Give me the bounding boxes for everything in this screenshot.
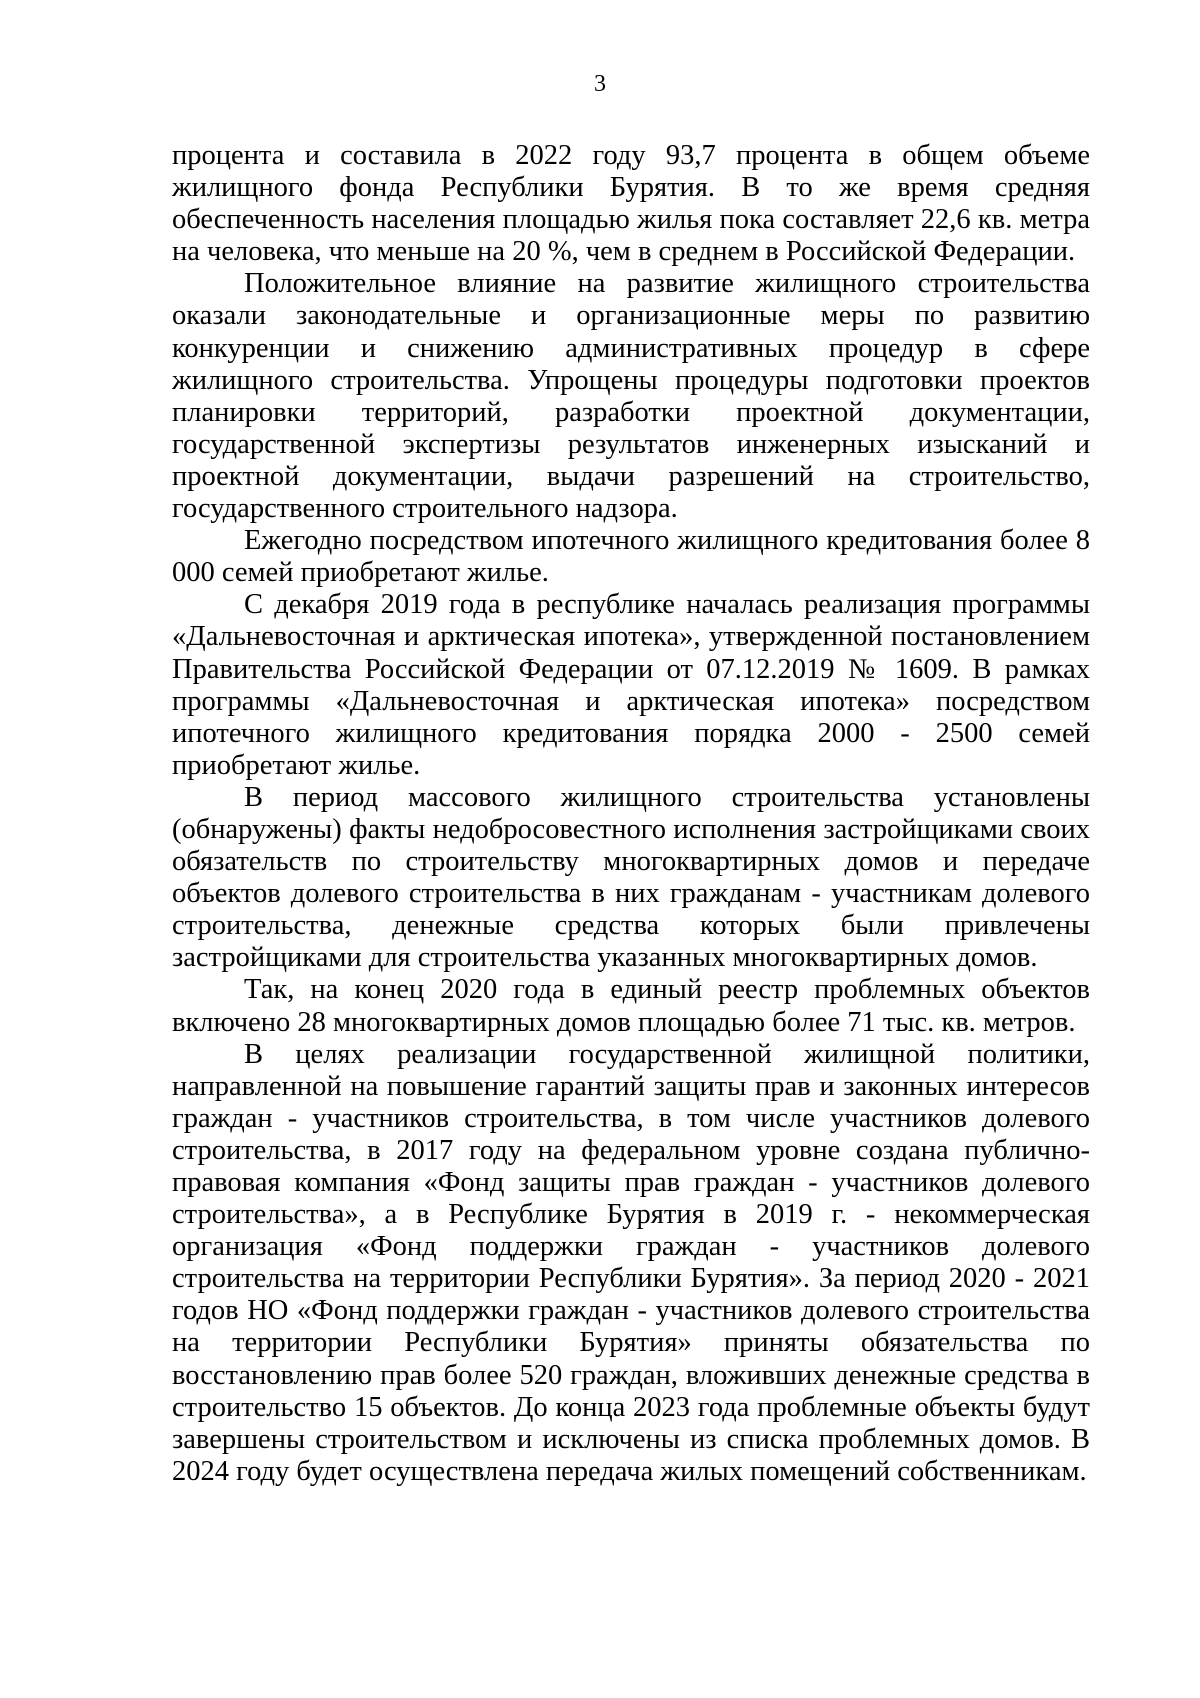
paragraph-support-fund: В целях реализации государственной жилищной политики, направленной на повышение гарантий защиты прав и законных интересов граждан - участников строительства, в том числе участников долевого строительства, в 2017 году на федеральном уровне создана публично-правовая компания «Фонд защиты прав граждан - участников долевого строительства», а в Республике Бурятия в 2019 г. - некоммерческая организация «Фонд поддержки граждан - участников долевого строительства на территории Республики Бурятия». За период 2020 - 2021 годов НО «Фонд поддержки граждан - участников долевого строительства на территории Республики Бурятия» приняты обязательства по восстановлению прав более 520 граждан, вложивших денежные средства в строительство 15 объектов. До конца 2023 года проблемные объекты будут завершены строительством и исключены из списка проблемных домов. В 2024 году будет осуществлена передача жилых помещений собственникам. bbox=[172, 1038, 1090, 1487]
paragraph-legislative-measures: Положительное влияние на развитие жилищного строительства оказали законодательные и организационные меры по развитию конкуренции и снижению административных процедур в сфере жилищного строительства. Упрощены процедуры подготовки проектов планировки территорий, разработки проектной документации, государственной экспертизы результатов инженерных изысканий и проектной документации, выдачи разрешений на строительство, государственного строительного надзора. bbox=[172, 268, 1090, 525]
paragraph-problem-objects-registry: Так, на конец 2020 года в единый реестр проблемных объектов включено 28 многоквартирных домов площадью более 71 тыс. кв. метров. bbox=[172, 974, 1090, 1038]
paragraph-housing-share: процента и составила в 2022 году 93,7 процента в общем объеме жилищного фонда Республики Бурятия. В то же время средняя обеспеченность населения площадью жилья пока составляет 22,6 кв. метра на человека, что меньше на 20 %, чем в среднем в Российской Федерации. bbox=[172, 140, 1090, 268]
document-body bbox=[172, 140, 1090, 1488]
paragraph-mortgage-families: Ежегодно посредством ипотечного жилищного кредитования более 8 000 семей приобретают жилье. bbox=[172, 525, 1090, 589]
page-number: 3 bbox=[594, 71, 606, 97]
paragraph-far-east-mortgage: С декабря 2019 года в республике началась реализация программы «Дальневосточная и арктическая ипотека», утвержденной постановлением Правительства Российской Федерации от 07.12.2019 № 1609. В рамках программы «Дальневосточная и арктическая ипотека» посредством ипотечного жилищного кредитования порядка 2000 - 2500 семей приобретают жилье. bbox=[172, 589, 1090, 781]
paragraph-unscrupulous-developers: В период массового жилищного строительства установлены (обнаружены) факты недобросовестного исполнения застройщиками своих обязательств по строительству многоквартирных домов и передаче объектов долевого строительства в них гражданам - участникам долевого строительства, денежные средства которых были привлечены застройщиками для строительства указанных многоквартирных домов. bbox=[172, 781, 1090, 974]
